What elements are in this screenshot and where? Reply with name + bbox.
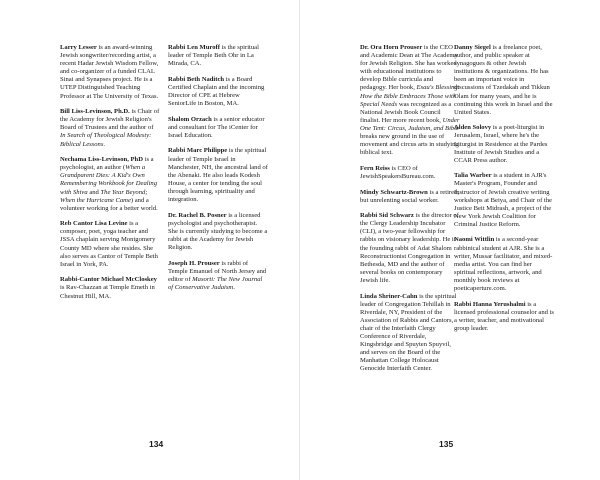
- bio-text: is a licensed professional counselor and is a writer, teacher, and motivational group leader.: [454, 300, 554, 332]
- bio-name: Danny Siegel: [454, 44, 491, 51]
- bio-text: is a freelance poet, author, and public speaker at synagogues & other Jewish institutions & organizations. He has been an important voice in discussions of Tzedakah and Tikkun Olam for many years, and he is continuing this work in Israel and the United States.: [454, 44, 553, 116]
- bio-text-end: .: [103, 140, 106, 148]
- page-number: 135: [439, 439, 454, 449]
- bio-name: Naomi Wittlin: [454, 236, 495, 244]
- bio-name: Dr. Rachel B. Posner: [168, 211, 227, 219]
- bio-text: is a psychologist, an author (: [60, 156, 154, 172]
- bio-entry: [168, 76, 268, 108]
- bio-name: Dr. Ora Horn Prouser: [360, 44, 423, 51]
- bio-entry: [360, 212, 460, 285]
- bio-text-mid: and: [87, 188, 101, 196]
- bio-entry: [454, 236, 554, 293]
- bio-entry: [168, 116, 268, 140]
- bio-entry: [360, 165, 460, 181]
- bio-entry: [168, 147, 268, 204]
- bio-text: is an award-winning Jewish songwriter/recording artist, a recent Hadar Jewish Wisdom Fellow, and co-organizer of a funded CLAL Sinai and Synapses project. He is a UTEP Distinguished Teaching Professor at The University of Texas.: [60, 44, 159, 100]
- bio-text-end: ) and a volunteer working for a better world.: [60, 196, 158, 212]
- bio-entry: [360, 293, 460, 374]
- bio-name: Shalom Orzach: [168, 115, 212, 123]
- book-title: When a Grandparent Dies: A Kid's Own Remembering Workbook for Dealing with Shiva: [60, 164, 157, 196]
- bio-name: Joseph H. Prouser: [168, 259, 220, 267]
- bio-text: is the spiritual leader of Temple Israel in Manchester, NH, the ancestral land of the Abenaki. He also leads Kodesh House, a center for tending the soul through learning, spirituality and integration.: [168, 147, 268, 203]
- book-title: Esau's Blessing: How the Bible Embraces Those with Special Needs: [360, 84, 460, 108]
- bio-entry: [60, 220, 160, 269]
- book-title: In Search of Theological Modesty: Biblical Lessons: [60, 132, 152, 148]
- bio-text: is Chair of the Academy for Jewish Religion's Board of Trustees and the author of: [60, 108, 160, 132]
- right-page: [300, 0, 600, 480]
- bio-text: is the spiritual leader of Temple Beth Ohr in La Mirada, CA.: [168, 44, 259, 68]
- bio-name: Rabbi Marc Philippe: [168, 147, 228, 155]
- bio-text-end: breaks new ground in the use of movement and circus arts in studying biblical text.: [360, 133, 459, 157]
- bio-name: Fern Reiss: [360, 164, 390, 172]
- bio-entry: [60, 276, 160, 300]
- left-column-2: [168, 44, 268, 299]
- bio-entry: [168, 260, 268, 292]
- bio-text: is a licensed psychologist and psychotherapist. She is currently studying to become a rabbi at the Academy for Jewish Religion.: [168, 211, 268, 251]
- bio-name: Nechama Liss-Levinson, PhD: [60, 156, 143, 164]
- bio-name: Rabbi Beth Naditch: [168, 75, 225, 83]
- bio-text: is rabbi of Temple Emanuel of North Jersey and editor of: [168, 259, 267, 283]
- bio-entry: [360, 44, 460, 157]
- bio-text: is Rav-Chazzan at Temple Emeth in Chestnut Hill, MA.: [60, 284, 155, 300]
- bio-name: Rabbi Len Muroff: [168, 44, 220, 51]
- bio-text: is a Board Certified Chaplain and the incoming Director of CPE at Hebrew SeniorLife in Boston, MA.: [168, 75, 265, 108]
- bio-name: Bill Liss-Levinson, Ph.D.: [60, 108, 130, 116]
- bio-name: Rabbi Hanna Yerushalmi: [454, 300, 526, 308]
- bio-entry: [168, 212, 268, 252]
- book-title: Masorti: The New Journal of Conservative Judaism: [168, 275, 263, 291]
- right-column-1: [360, 44, 460, 381]
- bio-entry: [454, 44, 554, 117]
- bio-text: is a poet-liturgist in Jerusalem, Israel, where he's the Liturgist in Residence at the Pardes Institute of Jewish Studies and a CCAR Press author.: [454, 124, 548, 164]
- bio-text: is the director of the Clergy Leadership Incubator (CLI), a two-year fellowship for rabbis on visionary leadership. He is the founding rabbi of Adat Shalom Reconstructionist Congregation in Bethesda, MD and the author of several books on contemporary Jewish life.: [360, 212, 459, 284]
- bio-text-mid: was recognized as a National Jewish Book Council finalist. Her more recent book,: [360, 100, 452, 124]
- bio-text-end: .: [233, 283, 235, 291]
- bio-text: is a composer, poet, yoga teacher and JSSA chaplain serving Montgomery County MD where she resides. She also serves as Cantor of Temple Beth Israel in York, PA.: [60, 220, 158, 268]
- bio-entry: [60, 44, 160, 101]
- bio-name: Rabbi-Cantor Michael McCloskey: [60, 276, 157, 284]
- bio-text: is a second-year rabbinical student at AJR. She is a writer, Mussar facilitator, and mixed-media artist. You can find her spiritual reflections, artwork, and monthly book reviews at poeticaperture.com.: [454, 236, 553, 293]
- bio-entry: [454, 124, 554, 164]
- left-column-1: [60, 44, 160, 308]
- page-number: 134: [149, 439, 164, 449]
- bio-entry: [454, 172, 554, 229]
- bio-name: Talia Warber: [454, 172, 492, 180]
- bio-text: is a senior educator and consultant for The iCenter for Israel Education.: [168, 115, 265, 139]
- bio-name: Reb Cantor Lisa Levine: [60, 220, 128, 228]
- bio-entry: [454, 301, 554, 333]
- bio-name: Mindy Schwartz-Brown: [360, 188, 428, 196]
- bio-text: is a retired, but unrelenting social worker.: [360, 188, 459, 204]
- bio-text: is CEO of JewishSpeakersBureau.com.: [360, 164, 436, 180]
- book-title: The Year Beyond; When the Hurricane Came: [60, 188, 148, 204]
- book-title: Under One Tent: Circus, Judaism, and Bible: [360, 116, 460, 132]
- bio-text: is the spiritual leader of Congregation Tehillah in Riverdale, NY, President of the Association of Rabbis and Cantors, chair of the Interfaith Clergy Conference of Riverdale, Kingsbridge and Spuyten Spuyvil, and serves on the Board of the Manhattan College Holocaust Genocide Interfaith Center.: [360, 292, 457, 373]
- bio-text: is the CEO and Academic Dean at The Academy for Jewish Religion. She has worked with educational institutions to develop Bible curricula and pedagogy. Her book,: [360, 44, 458, 92]
- bio-name: Larry Lesser: [60, 44, 97, 51]
- bio-entry: [60, 108, 160, 148]
- bio-name: Rabbi Sid Schwarz: [360, 212, 414, 220]
- bio-entry: [360, 189, 460, 205]
- right-column-2: [454, 44, 554, 341]
- bio-text: is a student in AJR's Master's Program, Founder and Instructor of Jewish creative writing workshops at Beiya, and Chair of the Justice Beit Midrash, a project of the New York Jewish Coalition for Criminal Justice Reform.: [454, 172, 552, 228]
- bio-entry: [168, 44, 268, 68]
- bio-name: Alden Solovy: [454, 124, 492, 132]
- bio-name: Linda Shriner-Cahn: [360, 292, 418, 300]
- bio-entry: [60, 156, 160, 213]
